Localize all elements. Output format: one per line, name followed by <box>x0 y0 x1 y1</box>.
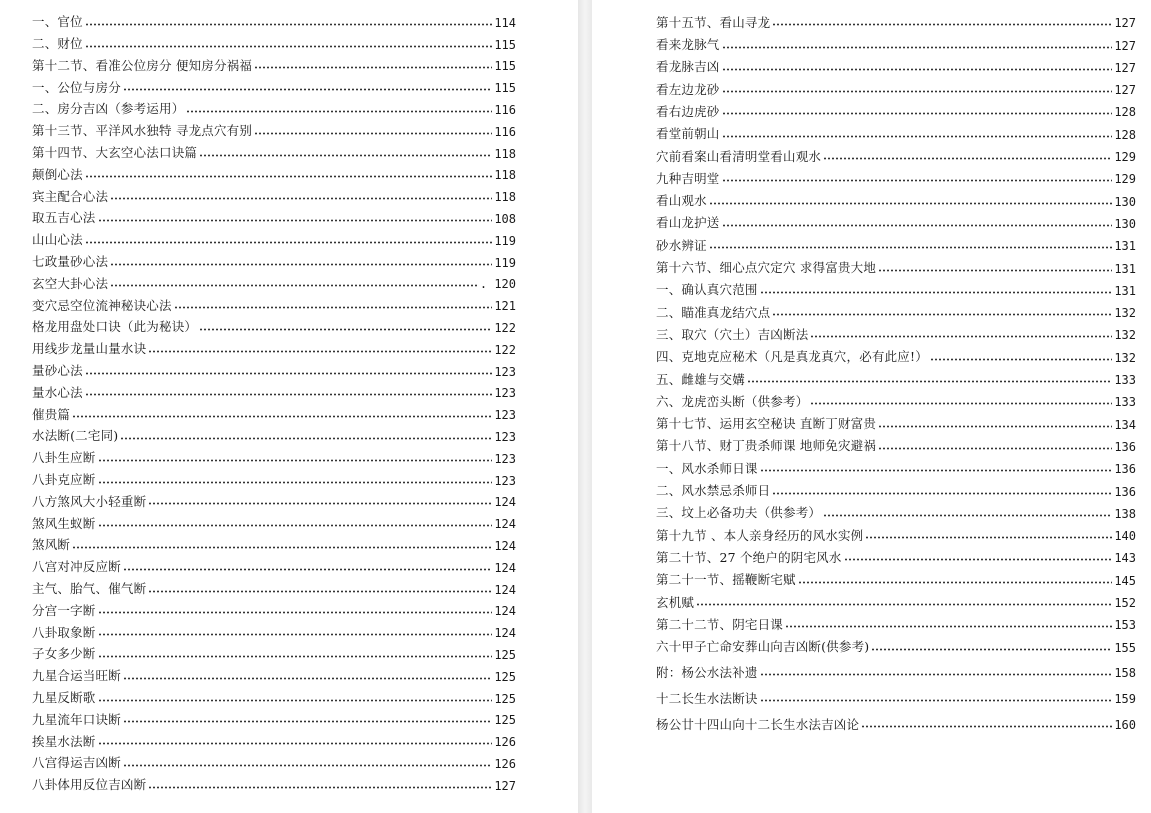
toc-entry <box>656 297 1136 319</box>
toc-entry-page-number: 145 <box>1114 573 1136 588</box>
toc-entry <box>32 116 516 138</box>
toc-entry-title: 一、风水杀师日课 <box>656 460 758 476</box>
toc-entry <box>32 683 516 705</box>
toc-entry-title: 六、龙虎峦头断（供参考） <box>656 393 809 409</box>
toc-entry <box>656 52 1136 74</box>
toc-entry-title: 看来龙脉气 <box>656 37 720 53</box>
toc-entry-title: 看堂前朝山 <box>656 126 720 142</box>
dot-leader <box>123 764 492 767</box>
toc-entry <box>32 356 516 378</box>
toc-entry <box>32 51 516 73</box>
dot-leader <box>254 66 492 69</box>
toc-entry <box>656 252 1136 274</box>
toc-entry-page-number: 125 <box>494 669 516 684</box>
toc-entry-page-number: 131 <box>1114 283 1136 298</box>
toc-entry-title: 八卦体用反位吉凶断 <box>32 777 147 793</box>
dot-leader <box>123 677 492 680</box>
toc-entry <box>656 564 1136 586</box>
toc-entry <box>32 661 516 683</box>
toc-entry-page-number: 115 <box>494 59 516 74</box>
toc-entry-page-number: 129 <box>1114 172 1136 187</box>
dot-leader <box>722 46 1112 49</box>
toc-entry-page-number: 136 <box>1114 484 1136 499</box>
toc-entry-title: 一、确认真穴范围 <box>656 282 758 298</box>
toc-entry <box>656 654 1136 680</box>
toc-entry-title: 第十九节 、本人亲身经历的风水实例 <box>656 527 864 543</box>
toc-entry-page-number: 127 <box>1114 16 1136 31</box>
toc-entry-page-number: 118 <box>494 190 516 205</box>
toc-entry-page-number: 124 <box>494 604 516 619</box>
dot-leader <box>148 350 492 353</box>
toc-entry-page-number: 143 <box>1114 551 1136 566</box>
toc-entry <box>656 29 1136 51</box>
dot-leader <box>85 393 492 396</box>
toc-entry-page-number: 124 <box>494 560 516 575</box>
toc-entry-title: 量砂心法 <box>32 363 83 379</box>
dot-leader <box>98 481 492 484</box>
toc-entry <box>656 96 1136 118</box>
toc-entry <box>656 498 1136 520</box>
dot-leader <box>199 328 492 331</box>
toc-entry-title: 催贵篇 <box>32 406 71 422</box>
toc-entry-page-number: 133 <box>1114 395 1136 410</box>
toc-entry-page-number: 152 <box>1114 596 1136 611</box>
toc-entry-page-number: 114 <box>494 15 516 30</box>
dot-leader <box>98 611 492 614</box>
toc-entry-title: 主气、胎气、催气断 <box>32 581 147 597</box>
toc-entry <box>656 185 1136 207</box>
toc-entry <box>656 453 1136 475</box>
toc-entry-page-number: 127 <box>1114 60 1136 75</box>
toc-entry-page-number: 125 <box>494 691 516 706</box>
toc-entry-page-number: 124 <box>494 517 516 532</box>
toc-entry <box>32 443 516 465</box>
toc-entry-title: 六十甲子亡命安葬山向吉凶断(供参考) <box>656 639 870 655</box>
toc-entry-page-number: 129 <box>1114 150 1136 165</box>
toc-entry-title: 八卦取象断 <box>32 624 96 640</box>
toc-entry-title: 八卦生应断 <box>32 450 96 466</box>
dot-leader <box>120 437 492 440</box>
toc-entry <box>656 141 1136 163</box>
toc-entry-page-number: 130 <box>1114 216 1136 231</box>
toc-entry <box>32 72 516 94</box>
toc-entry-page-number: 123 <box>494 386 516 401</box>
dot-leader <box>930 358 1112 361</box>
toc-entry-title: 变穴忌空位流神秘诀心法 <box>32 297 172 313</box>
toc-entry-page-number: 160 <box>1114 718 1136 732</box>
toc-entry <box>32 596 516 618</box>
toc-entry <box>656 542 1136 564</box>
toc-entry-page-number: 118 <box>494 146 516 161</box>
toc-entry-page-number: 116 <box>494 102 516 117</box>
toc-entry-title: 煞风生蚁断 <box>32 515 96 531</box>
toc-entry-title: 第十四节、大玄空心法口诀篇 <box>32 145 198 161</box>
toc-entry <box>32 552 516 574</box>
toc-entry-title: 九星反断歌 <box>32 690 96 705</box>
dot-leader <box>98 699 492 702</box>
toc-entry <box>656 679 1136 705</box>
dot-leader <box>110 284 478 287</box>
toc-entry <box>656 163 1136 185</box>
toc-entry <box>32 399 516 421</box>
toc-entry <box>32 574 516 596</box>
toc-entry <box>656 364 1136 386</box>
dot-leader <box>861 725 1112 728</box>
toc-entry-page-number: 119 <box>494 255 516 270</box>
toc-entry-title: 看左边龙砂 <box>656 81 720 97</box>
toc-entry-title: 八宫对冲反应断 <box>32 559 121 575</box>
dot-leader <box>174 306 492 309</box>
toc-entry <box>32 181 516 203</box>
dot-leader <box>98 633 492 636</box>
toc-entry-page-number: 136 <box>1114 462 1136 477</box>
toc-entry <box>32 160 516 182</box>
dot-leader <box>709 202 1112 205</box>
dot-leader <box>722 68 1112 71</box>
toc-entry-title: 水法断(二宅同) <box>32 428 119 444</box>
toc-entry <box>32 530 516 552</box>
toc-entry-page-number: 121 <box>494 299 516 314</box>
toc-entry-title: 颠倒心法 <box>32 166 83 182</box>
toc-entry-page-number: 127 <box>1114 83 1136 98</box>
toc-entry-title: 九星流年口诀断 <box>32 711 121 727</box>
toc-entry-title: 十二长生水法断诀 <box>656 690 758 706</box>
dot-leader <box>696 603 1112 606</box>
dot-leader <box>722 224 1112 227</box>
toc-entry-page-number: 123 <box>494 473 516 488</box>
toc-entry-page-number: 127 <box>494 778 516 793</box>
toc-entry-page-number: 122 <box>494 320 516 335</box>
dot-leader <box>810 402 1112 405</box>
toc-entry-title: 穴前看案山看清明堂看山观水 <box>656 148 822 164</box>
toc-entry <box>656 587 1136 609</box>
toc-entry <box>32 770 516 792</box>
toc-entry <box>32 334 516 356</box>
toc-entry <box>32 138 516 160</box>
toc-entry-title: 煞风断 <box>32 537 71 553</box>
toc-entry-title: 看山龙护送 <box>656 215 720 231</box>
toc-entry <box>656 230 1136 252</box>
dot-leader <box>85 372 492 375</box>
dot-leader <box>148 590 492 593</box>
dot-leader <box>760 699 1112 702</box>
toc-entry-page-number: 124 <box>494 626 516 641</box>
toc-entry-title: 二、风水禁忌杀师日 <box>656 483 771 499</box>
dot-leader <box>760 291 1112 294</box>
toc-list-left <box>32 7 516 792</box>
toc-entry-title: 八宫得运吉凶断 <box>32 755 121 771</box>
toc-list-right <box>656 7 1136 731</box>
toc-entry-page-number: 116 <box>494 124 516 139</box>
dot-leader <box>772 492 1112 495</box>
dot-leader <box>98 742 492 745</box>
toc-entry <box>32 465 516 487</box>
toc-entry <box>656 705 1136 731</box>
toc-entry-page-number: 125 <box>494 647 516 662</box>
toc-entry <box>32 312 516 334</box>
toc-entry-title: 第十八节、财丁贵杀师课 地师免灾避祸 <box>656 438 877 454</box>
toc-entry-page-number: 115 <box>494 37 516 52</box>
dot-leader <box>844 558 1112 561</box>
toc-entry-title: 三、取穴（穴土）吉凶断法 <box>656 326 809 342</box>
toc-entry-title: 三、坟上必备功夫（供参考） <box>656 505 822 521</box>
toc-entry-page-number: 115 <box>494 81 516 96</box>
toc-entry-title: 宾主配合心法 <box>32 188 109 204</box>
dot-leader <box>823 157 1112 160</box>
dot-leader <box>878 447 1112 450</box>
toc-entry-title: 一、公位与房分 <box>32 79 121 95</box>
toc-entry-title: 子女多少断 <box>32 646 96 662</box>
toc-entry-title: 二、房分吉凶（参考运用） <box>32 101 185 117</box>
dot-leader <box>85 45 492 48</box>
toc-entry-page-number: . 120 <box>479 277 516 292</box>
toc-entry <box>656 631 1136 653</box>
dot-leader <box>98 459 492 462</box>
dot-leader <box>772 313 1112 316</box>
toc-entry-title: 格龙用盘处口诀（此为秘诀） <box>32 319 198 335</box>
toc-entry-title: 第十二节、看准公位房分 便知房分祸福 <box>32 57 253 73</box>
toc-entry-page-number: 131 <box>1114 239 1136 254</box>
toc-entry-title: 五、雌雄与交媾 <box>656 371 745 387</box>
toc-entry-title: 第十六节、细心点穴定穴 求得富贵大地 <box>656 260 877 276</box>
toc-entry-title: 看右边虎砂 <box>656 103 720 119</box>
toc-entry-page-number: 126 <box>494 756 516 771</box>
toc-entry <box>32 487 516 509</box>
toc-entry-title: 玄空大卦心法 <box>32 275 109 291</box>
toc-entry <box>656 74 1136 96</box>
toc-entry <box>656 475 1136 497</box>
dot-leader <box>865 536 1112 539</box>
toc-entry <box>656 275 1136 297</box>
toc-entry <box>32 617 516 639</box>
toc-entry-title: 量水心法 <box>32 384 83 400</box>
toc-entry-page-number: 124 <box>494 495 516 510</box>
dot-leader <box>110 263 492 266</box>
toc-entry-page-number: 132 <box>1114 328 1136 343</box>
toc-entry <box>32 94 516 116</box>
toc-entry <box>32 290 516 312</box>
toc-entry-title: 第二十二节、阴宅日课 <box>656 616 784 632</box>
toc-entry <box>32 378 516 400</box>
dot-leader <box>878 425 1112 428</box>
toc-entry-page-number: 132 <box>1114 350 1136 365</box>
toc-entry <box>656 386 1136 408</box>
dot-leader <box>823 514 1112 517</box>
toc-entry-page-number: 130 <box>1114 194 1136 209</box>
toc-entry <box>656 208 1136 230</box>
toc-entry-title: 第二十节、27 个绝户的阴宅风水 <box>656 549 842 565</box>
dot-leader <box>760 469 1112 472</box>
toc-entry-page-number: 123 <box>494 429 516 444</box>
toc-entry-page-number: 140 <box>1114 529 1136 544</box>
dot-leader <box>123 88 492 91</box>
toc-entry-page-number: 125 <box>494 713 516 728</box>
dot-leader <box>186 110 492 113</box>
dot-leader <box>199 154 492 157</box>
dot-leader <box>85 23 492 26</box>
toc-entry-title: 看山观水 <box>656 193 707 209</box>
dot-leader <box>72 546 492 549</box>
toc-entry-title: 第二十一节、摇鞭断宅赋 <box>656 572 796 588</box>
toc-entry <box>32 508 516 530</box>
toc-entry-title: 第十三节、平洋风水独特 寻龙点穴有别 <box>32 123 253 139</box>
toc-entry <box>656 118 1136 140</box>
toc-entry-title: 附：杨公水法补遗 <box>656 664 758 680</box>
dot-leader <box>123 568 492 571</box>
toc-entry-page-number: 123 <box>494 364 516 379</box>
dot-leader <box>85 241 492 244</box>
toc-entry <box>32 269 516 291</box>
dot-leader <box>772 23 1112 26</box>
toc-entry <box>656 341 1136 363</box>
toc-entry-page-number: 136 <box>1114 439 1136 454</box>
toc-entry-title: 四、克地克应秘术（凡是真龙真穴，必有此应!） <box>656 349 928 365</box>
dot-leader <box>709 246 1112 249</box>
toc-entry-title: 第十五节、看山寻龙 <box>656 14 771 30</box>
toc-entry-title: 九星合运当旺断 <box>32 668 121 684</box>
toc-entry-page-number: 131 <box>1114 261 1136 276</box>
toc-entry-title: 玄机赋 <box>656 594 695 610</box>
dot-leader <box>722 179 1112 182</box>
toc-entry-page-number: 122 <box>494 342 516 357</box>
dot-leader <box>85 175 492 178</box>
toc-entry-title: 第十七节、运用玄空秘诀 直断丁财富贵 <box>656 416 877 432</box>
toc-entry <box>656 609 1136 631</box>
dot-leader <box>123 720 492 723</box>
dot-leader <box>110 197 492 200</box>
dot-leader <box>798 581 1112 584</box>
toc-entry <box>32 639 516 661</box>
toc-entry-title: 二、瞄准真龙结穴点 <box>656 304 771 320</box>
toc-entry <box>656 319 1136 341</box>
toc-entry <box>32 7 516 29</box>
toc-entry-page-number: 158 <box>1114 666 1136 681</box>
toc-entry <box>32 225 516 247</box>
toc-entry-title: 挨星水法断 <box>32 733 96 749</box>
toc-entry-title: 用线步龙量山量水诀 <box>32 341 147 357</box>
toc-entry-page-number: 159 <box>1114 692 1136 707</box>
toc-entry-page-number: 124 <box>494 582 516 597</box>
toc-entry-title: 九种吉明堂 <box>656 170 720 186</box>
toc-entry-page-number: 126 <box>494 735 516 750</box>
dot-leader <box>878 269 1112 272</box>
dot-leader <box>871 648 1112 651</box>
dot-leader <box>722 112 1112 115</box>
toc-entry-title: 取五吉心法 <box>32 210 96 226</box>
toc-entry-page-number: 128 <box>1114 127 1136 142</box>
toc-entry-page-number: 155 <box>1114 640 1136 655</box>
toc-entry-title: 山山心法 <box>32 232 83 248</box>
toc-entry <box>32 247 516 269</box>
toc-entry-page-number: 138 <box>1114 506 1136 521</box>
toc-entry <box>32 29 516 51</box>
toc-entry-page-number: 119 <box>494 233 516 248</box>
toc-entry-page-number: 128 <box>1114 105 1136 120</box>
toc-entry <box>656 7 1136 29</box>
toc-entry-page-number: 123 <box>494 408 516 423</box>
toc-entry-title: 八方煞风大小轻重断 <box>32 493 147 509</box>
toc-entry-page-number: 123 <box>494 451 516 466</box>
toc-entry-page-number: 133 <box>1114 373 1136 388</box>
dot-leader <box>254 132 492 135</box>
toc-entry-title: 看龙脉吉凶 <box>656 59 720 75</box>
dot-leader <box>722 135 1112 138</box>
dot-leader <box>747 380 1112 383</box>
toc-entry-title: 杨公廿十四山向十二长生水法吉凶论 <box>656 716 860 732</box>
dot-leader <box>148 502 492 505</box>
dot-leader <box>148 786 492 789</box>
toc-entry-page-number: 127 <box>1114 38 1136 53</box>
toc-entry <box>32 748 516 770</box>
toc-entry-page-number: 108 <box>494 211 516 226</box>
toc-entry-title: 一、官位 <box>32 14 83 30</box>
toc-entry <box>32 421 516 443</box>
toc-entry-title: 七政量砂心法 <box>32 254 109 270</box>
dot-leader <box>72 415 492 418</box>
dot-leader <box>785 625 1112 628</box>
toc-entry <box>656 520 1136 542</box>
toc-entry <box>32 705 516 727</box>
toc-entry-page-number: 132 <box>1114 306 1136 321</box>
dot-leader <box>722 90 1112 93</box>
toc-entry-title: 八卦克应断 <box>32 472 96 488</box>
toc-entry <box>656 431 1136 453</box>
toc-entry <box>32 203 516 225</box>
toc-entry-title: 分宫一字断 <box>32 602 96 618</box>
toc-entry-title: 二、财位 <box>32 36 83 52</box>
toc-entry-page-number: 153 <box>1114 618 1136 633</box>
dot-leader <box>98 524 492 527</box>
toc-entry <box>32 726 516 748</box>
dot-leader <box>98 655 492 658</box>
toc-entry <box>656 408 1136 430</box>
toc-entry-title: 砂水辨证 <box>656 237 707 253</box>
dot-leader <box>760 673 1112 676</box>
page-gutter <box>578 0 592 813</box>
toc-entry-page-number: 134 <box>1114 417 1136 432</box>
dot-leader <box>810 335 1112 338</box>
toc-entry-page-number: 124 <box>494 538 516 553</box>
toc-entry-page-number: 118 <box>494 168 516 183</box>
dot-leader <box>98 219 492 222</box>
